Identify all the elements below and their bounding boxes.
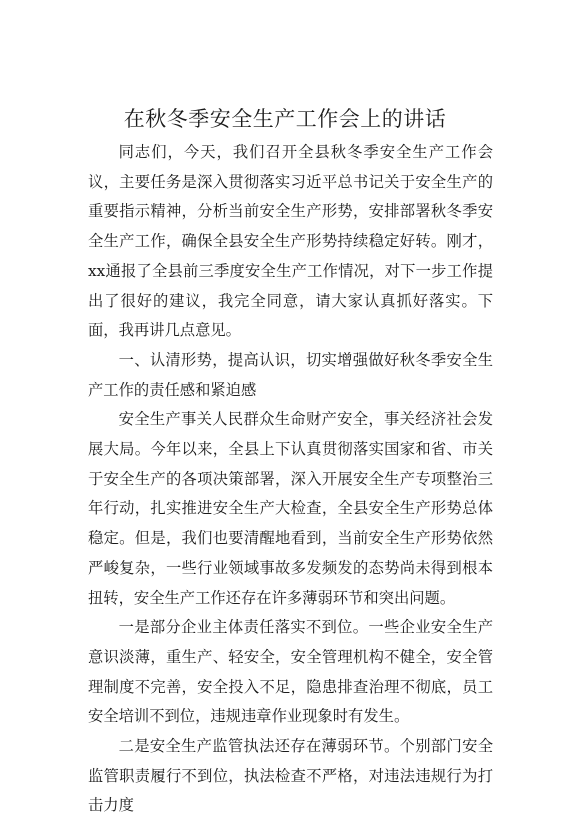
document-body (88, 138, 493, 821)
paragraph-situation: 安全生产事关人民群众生命财产安全，事关经济社会发展大局。今年以来，全县上下认真贯彻落实国家和省、市关于安全生产的各项决策部署，深入开展安全生产专项整治三年行动，扎实推进安全生产大检查，全县安全生产形势总体稳定。但是，我们也要清醒地看到，当前安全生产形势依然严峻复杂，一些行业领域事故多发频发的态势尚未得到根本扭转，安全生产工作还存在许多薄弱环节和突出问题。 (88, 410, 493, 607)
paragraph-issue-2: 二是安全生产监管执法还存在薄弱环节。个别部门安全监管职责履行不到位，执法检查不严格，对违法违规行为打击力度 (88, 737, 493, 815)
document-title: 在秋冬季安全生产工作会上的讲话 (123, 107, 447, 131)
paragraph-opening: 同志们，今天，我们召开全县秋冬季安全生产工作会议，主要任务是深入贯彻落实习近平总书记关于安全生产的重要指示精神，分析当前安全生产形势，安排部署秋冬季安全生产工作，确保全县安全生产形势持续稳定好转。刚才，xx通报了全县前三季度安全生产工作情况，对下一步工作提出了很好的建议，我完全同意，请大家认真抓好落实。下面，我再讲几点意见。 (88, 143, 493, 340)
section-heading-1: 一、认清形势，提高认识，切实增强做好秋冬季安全生产工作的责任感和紧迫感 (88, 350, 493, 399)
paragraph-issue-1: 一是部分企业主体责任落实不到位。一些企业安全生产意识淡薄，重生产、轻安全，安全管理机构不健全，安全管理制度不完善，安全投入不足，隐患排查治理不彻底，员工安全培训不到位，违规违章作业现象时有发生。 (88, 618, 493, 726)
